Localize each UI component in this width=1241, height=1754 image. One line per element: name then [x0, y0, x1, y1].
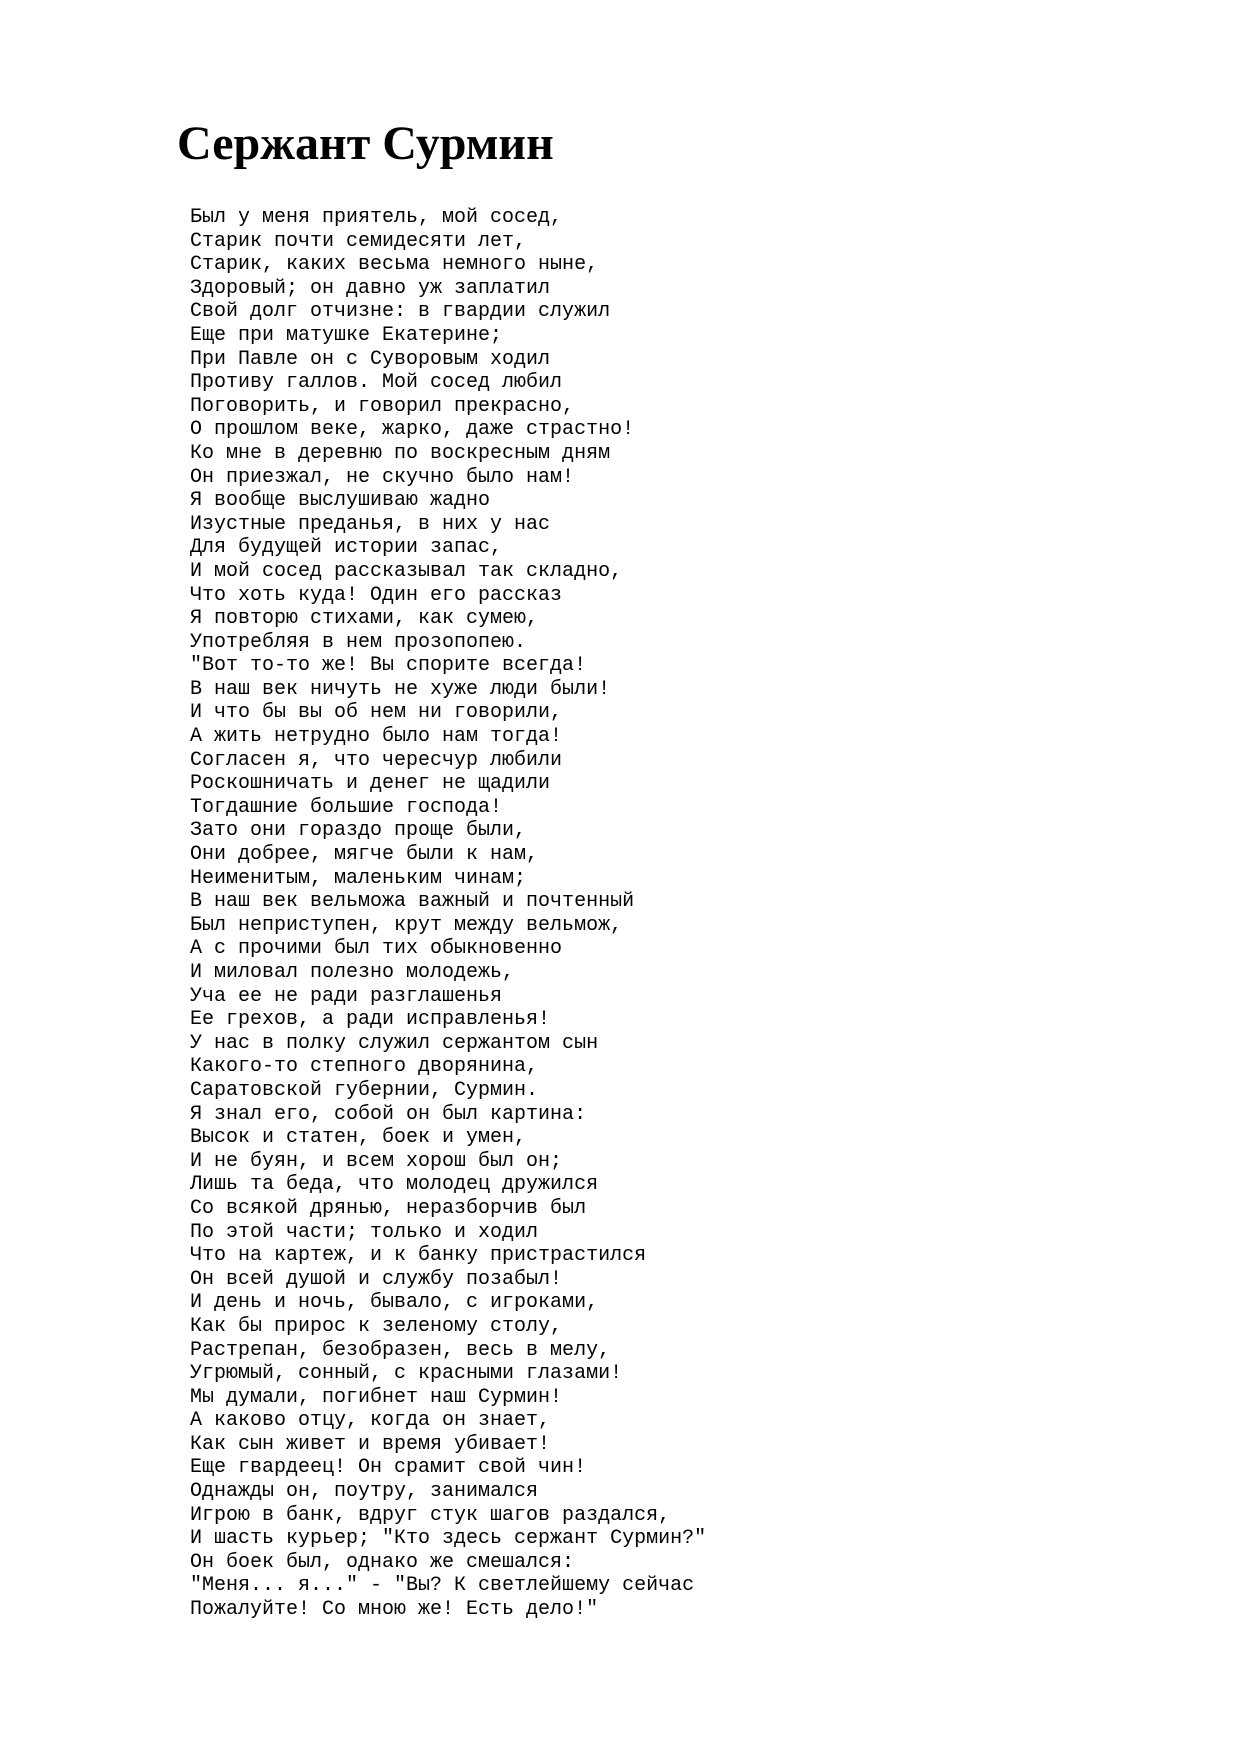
poem-line: Как сын живет и время убивает!	[190, 1432, 551, 1456]
poem-line: И мой сосед рассказывал так складно,	[190, 559, 623, 583]
poem-line: Они добрее, мягче были к нам,	[190, 843, 539, 867]
poem-line: И день и ночь, бывало, с игроками,	[190, 1291, 599, 1315]
poem-line: "Вот то-то же! Вы спорите всегда!	[190, 654, 587, 678]
poem-line: Я повторю стихами, как сумею,	[190, 607, 539, 631]
poem-line: Изустные преданья, в них у нас	[190, 512, 551, 536]
poem-line: Что на картеж, и к банку пристрастился	[190, 1244, 647, 1268]
poem-line: А каково отцу, когда он знает,	[190, 1409, 551, 1433]
poem-line: Как бы прирос к зеленому столу,	[190, 1314, 563, 1338]
poem-line: Еще гвардеец! Он срамит свой чин!	[190, 1456, 587, 1480]
poem-line: О прошлом веке, жарко, даже страстно!	[190, 418, 635, 442]
poem-line: Он приезжал, не скучно было нам!	[190, 465, 575, 489]
poem-line: Старик почти семидесяти лет,	[190, 229, 527, 253]
poem-line: Угрюмый, сонный, с красными глазами!	[190, 1362, 623, 1386]
poem-line: Был неприступен, крут между вельмож,	[190, 913, 623, 937]
poem-line: Для будущей истории запас,	[190, 536, 503, 560]
poem-line: Употребляя в нем прозопопею.	[190, 630, 527, 654]
poem-line: И шасть курьер; "Кто здесь сержант Сурмин?"	[190, 1527, 707, 1551]
poem-line: Здоровый; он давно уж заплатил	[190, 276, 551, 300]
poem-line: Ее грехов, а ради исправленья!	[190, 1008, 551, 1032]
poem-line: В наш век ничуть не хуже люди были!	[190, 677, 611, 701]
poem-line: Лишь та беда, что молодец дружился	[190, 1173, 599, 1197]
poem-line: Он всей душой и службу позабыл!	[190, 1267, 563, 1291]
poem-line: Растрепан, безобразен, весь в мелу,	[190, 1338, 611, 1362]
poem-line: У нас в полку служил сержантом сын	[190, 1031, 599, 1055]
poem-line: Еще при матушке Екатерине;	[190, 323, 503, 347]
poem-line: Однажды он, поутру, занимался	[190, 1480, 539, 1504]
poem-line: "Меня... я..." - "Вы? К светлейшему сейчас	[190, 1574, 695, 1598]
poem-line: И что бы вы об нем ни говорили,	[190, 701, 563, 725]
poem-line: Саратовской губернии, Сурмин.	[190, 1078, 539, 1102]
poem-line: По этой части; только и ходил	[190, 1220, 539, 1244]
poem-line: Неименитым, маленьким чинам;	[190, 866, 527, 890]
poem-line: Мы думали, погибнет наш Сурмин!	[190, 1385, 563, 1409]
poem-line: Свой долг отчизне: в гвардии служил	[190, 300, 611, 324]
poem-line: А жить нетрудно было нам тогда!	[190, 725, 563, 749]
poem-line: А с прочими был тих обыкновенно	[190, 937, 563, 961]
poem-line: Высок и статен, боек и умен,	[190, 1126, 527, 1150]
poem-line: Я знал его, собой он был картина:	[190, 1102, 587, 1126]
poem-line: Роскошничать и денег не щадили	[190, 772, 551, 796]
poem-line: В наш век вельможа важный и почтенный	[190, 890, 635, 914]
poem-line: И миловал полезно молодежь,	[190, 961, 515, 984]
poem-line: Со всякой дрянью, неразборчив был	[190, 1196, 587, 1220]
poem-body	[190, 206, 706, 1622]
poem-line: Я вообще выслушиваю жадно	[190, 489, 491, 513]
poem-line: Поговорить, и говорил прекрасно,	[190, 394, 575, 418]
poem-line: Он боек был, однако же смешался:	[190, 1550, 575, 1574]
poem-line: Был у меня приятель, мой сосед,	[190, 206, 563, 229]
poem-line: Согласен я, что чересчур любили	[190, 748, 563, 772]
poem-line: При Павле он с Суворовым ходил	[190, 347, 551, 371]
poem-line: Зато они гораздо проще были,	[190, 819, 527, 843]
poem-line: Тогдашние большие господа!	[190, 795, 503, 819]
poem-line: Пожалуйте! Со мною же! Есть дело!"	[190, 1598, 599, 1622]
poem-line: И не буян, и всем хорош был он;	[190, 1149, 563, 1173]
poem-line: Что хоть куда! Один его рассказ	[190, 583, 563, 607]
poem-line: Противу галлов. Мой сосед любил	[190, 371, 563, 395]
page-title: Сержант Сурмин	[177, 117, 554, 170]
poem-line: Игрою в банк, вдруг стук шагов раздался,	[190, 1503, 671, 1527]
poem-line: Какого-то степного дворянина,	[190, 1055, 539, 1079]
poem-line: Уча ее не ради разглашенья	[190, 984, 503, 1008]
poem-line: Ко мне в деревню по воскресным дням	[190, 441, 611, 465]
poem-line: Старик, каких весьма немного ныне,	[190, 253, 599, 277]
